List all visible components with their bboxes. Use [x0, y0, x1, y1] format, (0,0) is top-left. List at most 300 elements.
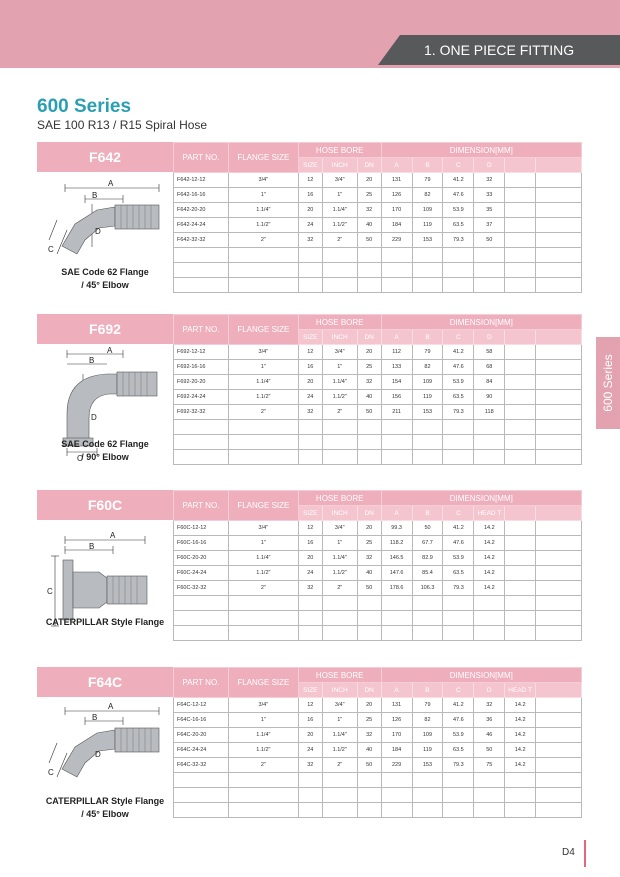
table-cell: 63.5 [443, 743, 474, 758]
table-cell: 3/4" [322, 521, 357, 536]
table-cell [536, 773, 582, 788]
table-cell [505, 375, 536, 390]
empty-table-row [174, 278, 582, 293]
empty-table-row [174, 803, 582, 818]
part-number-cell: F60C-32-32 [174, 581, 229, 596]
dim-a-header: A [381, 683, 412, 698]
table-cell: 3/4" [322, 345, 357, 360]
table-cell [505, 581, 536, 596]
part-no-header: PART NO. [174, 143, 229, 173]
part-number-cell: F60C-16-16 [174, 536, 229, 551]
table-cell [505, 450, 536, 465]
footer-rule [584, 840, 586, 867]
table-cell: 14.2 [505, 758, 536, 773]
table-cell: 1.1/4" [228, 551, 298, 566]
table-cell: 41.2 [443, 521, 474, 536]
table-cell: 1.1/4" [322, 203, 357, 218]
table-cell [322, 435, 357, 450]
empty-table-row [174, 611, 582, 626]
table-cell [505, 596, 536, 611]
table-cell [357, 450, 381, 465]
table-cell: 14.2 [474, 536, 505, 551]
table-cell: 184 [381, 218, 412, 233]
table-cell: 25 [357, 536, 381, 551]
table-cell [412, 626, 443, 641]
side-tab[interactable] [596, 337, 620, 429]
table-cell: 153 [412, 758, 443, 773]
spec-rows [174, 173, 582, 293]
table-cell: 1.1/2" [322, 566, 357, 581]
table-cell [322, 420, 357, 435]
spec-rows [174, 345, 582, 465]
table-cell: 1.1/4" [322, 551, 357, 566]
table-cell: 16 [298, 713, 322, 728]
table-cell [298, 435, 322, 450]
dim-label-c: C [47, 587, 53, 596]
table-cell [412, 773, 443, 788]
table-cell: 50 [357, 233, 381, 248]
table-cell: 35 [474, 203, 505, 218]
table-cell [228, 248, 298, 263]
table-cell [536, 611, 582, 626]
inch-header: INCH [322, 330, 357, 345]
table-cell: 90 [474, 390, 505, 405]
part-number-cell: F64C-24-24 [174, 743, 229, 758]
table-cell: 79.3 [443, 233, 474, 248]
size-header: SIZE [298, 158, 322, 173]
table-cell [228, 626, 298, 641]
part-number-cell [174, 626, 229, 641]
dim-d-header: D [474, 158, 505, 173]
part-code: F692 [89, 321, 121, 337]
dim-c-header: C [443, 158, 474, 173]
table-cell [536, 248, 582, 263]
table-cell: 16 [298, 536, 322, 551]
chapter-label: 1. ONE PIECE FITTING [424, 42, 575, 58]
dim-a-header: A [381, 506, 412, 521]
hose-bore-header: HOSE BORE [298, 315, 381, 330]
table-cell [474, 773, 505, 788]
table-cell [381, 788, 412, 803]
part-number-cell: F642-32-32 [174, 233, 229, 248]
table-cell [228, 420, 298, 435]
table-cell [505, 626, 536, 641]
part-number-cell [174, 450, 229, 465]
table-cell [474, 248, 505, 263]
size-header: SIZE [298, 330, 322, 345]
table-cell [228, 803, 298, 818]
dim-d-header: D [474, 683, 505, 698]
table-cell [536, 698, 582, 713]
table-cell: 53.9 [443, 728, 474, 743]
table-cell: 3/4" [228, 698, 298, 713]
part-number-cell: F692-16-16 [174, 360, 229, 375]
empty-table-row [174, 248, 582, 263]
part-number-cell: F64C-32-32 [174, 758, 229, 773]
table-cell [536, 218, 582, 233]
table-cell [357, 248, 381, 263]
table-cell [322, 596, 357, 611]
table-cell: 32 [298, 233, 322, 248]
dn-header: DN [357, 506, 381, 521]
table-cell: 79 [412, 173, 443, 188]
table-cell: 170 [381, 728, 412, 743]
table-cell: 2" [322, 405, 357, 420]
table-cell: 2" [228, 405, 298, 420]
table-cell [474, 596, 505, 611]
table-cell: 1.1/4" [322, 728, 357, 743]
table-cell: 46 [474, 728, 505, 743]
table-cell [412, 788, 443, 803]
caption-line-1: SAE Code 62 Flange [61, 267, 149, 277]
hose-bore-header: HOSE BORE [298, 668, 381, 683]
caption-line-1: SAE Code 62 Flange [61, 439, 149, 449]
table-cell: 33 [474, 188, 505, 203]
table-cell: 153 [412, 233, 443, 248]
table-cell [322, 248, 357, 263]
part-no-header: PART NO. [174, 491, 229, 521]
part-number-cell: F692-32-32 [174, 405, 229, 420]
part-code: F64C [87, 674, 123, 690]
table-cell [536, 521, 582, 536]
table-cell [505, 420, 536, 435]
caption-line-1: CATERPILLAR Style Flange [45, 617, 165, 627]
table-cell [298, 263, 322, 278]
table-cell [381, 278, 412, 293]
table-cell: 82 [412, 713, 443, 728]
table-cell [412, 803, 443, 818]
part-number-cell [174, 420, 229, 435]
inch-header: INCH [322, 158, 357, 173]
dim-c-header: C [443, 330, 474, 345]
table-cell [322, 611, 357, 626]
table-cell: 1.1/4" [322, 375, 357, 390]
table-cell [412, 248, 443, 263]
table-cell: 184 [381, 743, 412, 758]
spec-rows [174, 521, 582, 641]
part-number-cell: F692-20-20 [174, 375, 229, 390]
dim-a-header: A [381, 330, 412, 345]
table-cell: 79.3 [443, 581, 474, 596]
table-cell: 14.2 [505, 728, 536, 743]
caption-line-1: CATERPILLAR Style Flange [45, 796, 165, 806]
table-cell [412, 263, 443, 278]
table-row [174, 581, 582, 596]
table-cell: 63.5 [443, 218, 474, 233]
table-cell [228, 263, 298, 278]
table-cell: 1.1/2" [228, 390, 298, 405]
table-row [174, 758, 582, 773]
table-cell: 12 [298, 173, 322, 188]
table-cell: 20 [298, 551, 322, 566]
empty-table-row [174, 788, 582, 803]
table-cell [536, 375, 582, 390]
table-cell: 40 [357, 743, 381, 758]
table-cell: 2" [228, 233, 298, 248]
part-no-header: PART NO. [174, 315, 229, 345]
table-cell: 37 [474, 218, 505, 233]
table-cell: 1.1/4" [228, 203, 298, 218]
table-cell [474, 435, 505, 450]
table-cell: 24 [298, 566, 322, 581]
table-cell: 20 [357, 345, 381, 360]
table-row [174, 536, 582, 551]
table-cell [357, 773, 381, 788]
table-cell: 1" [322, 360, 357, 375]
table-cell [228, 278, 298, 293]
table-cell: 1.1/2" [322, 743, 357, 758]
table-cell [228, 435, 298, 450]
table-cell [322, 626, 357, 641]
table-cell: 79.3 [443, 405, 474, 420]
table-cell [412, 611, 443, 626]
table-cell [474, 788, 505, 803]
table-row [174, 698, 582, 713]
table-cell: 1.1/2" [228, 218, 298, 233]
table-cell [505, 173, 536, 188]
table-cell [298, 278, 322, 293]
table-cell: 109 [412, 375, 443, 390]
dn-header: DN [357, 330, 381, 345]
table-cell: 1" [228, 713, 298, 728]
table-cell: 47.6 [443, 713, 474, 728]
dim-b-header: B [412, 506, 443, 521]
part-number-cell: F692-12-12 [174, 345, 229, 360]
spec-table [173, 314, 582, 465]
spec-table [173, 667, 582, 818]
table-cell [505, 233, 536, 248]
table-cell [536, 278, 582, 293]
table-row [174, 743, 582, 758]
table-cell [505, 788, 536, 803]
dim-label-a: A [108, 179, 114, 188]
table-cell: 40 [357, 566, 381, 581]
empty-table-row [174, 626, 582, 641]
flange-size-header: FLANGE SIZE [228, 315, 298, 345]
table-cell: 47.6 [443, 536, 474, 551]
table-cell: 131 [381, 698, 412, 713]
flange-size-header: FLANGE SIZE [228, 668, 298, 698]
table-cell: 109 [412, 203, 443, 218]
dn-header: DN [357, 683, 381, 698]
table-cell: 58 [474, 345, 505, 360]
table-cell: 16 [298, 360, 322, 375]
table-row [174, 233, 582, 248]
part-number-cell: F60C-20-20 [174, 551, 229, 566]
part-number-cell: F64C-16-16 [174, 713, 229, 728]
dn-header: DN [357, 158, 381, 173]
table-cell [228, 450, 298, 465]
dim-blank-header [536, 330, 582, 345]
table-cell [298, 596, 322, 611]
spec-table [173, 490, 582, 641]
table-cell: 41.2 [443, 173, 474, 188]
spec-rows [174, 698, 582, 818]
table-cell: 119 [412, 743, 443, 758]
table-cell [381, 248, 412, 263]
table-cell: 126 [381, 188, 412, 203]
table-row [174, 345, 582, 360]
dim-blank-header [536, 158, 582, 173]
table-cell [505, 188, 536, 203]
table-row [174, 360, 582, 375]
part-number-cell: F64C-20-20 [174, 728, 229, 743]
table-cell: 75 [474, 758, 505, 773]
table-cell: 50 [412, 521, 443, 536]
table-row [174, 218, 582, 233]
part-number-cell [174, 611, 229, 626]
table-cell: 25 [357, 713, 381, 728]
table-cell: 40 [357, 390, 381, 405]
table-cell: 14.2 [505, 743, 536, 758]
caption-line-2: / 90° Elbow [81, 452, 129, 462]
table-cell: 32 [474, 698, 505, 713]
table-cell: 47.6 [443, 188, 474, 203]
hose-bore-header: HOSE BORE [298, 491, 381, 506]
table-cell [536, 536, 582, 551]
dim-b-header: B [412, 330, 443, 345]
page-number: D4 [562, 847, 575, 858]
table-cell [298, 773, 322, 788]
table-cell [443, 596, 474, 611]
table-row [174, 713, 582, 728]
table-cell [536, 803, 582, 818]
table-cell: 20 [357, 173, 381, 188]
table-cell: 118 [474, 405, 505, 420]
table-cell [322, 788, 357, 803]
table-cell [505, 390, 536, 405]
table-cell [505, 611, 536, 626]
table-cell: 99.3 [381, 521, 412, 536]
table-cell [536, 728, 582, 743]
table-row [174, 566, 582, 581]
table-cell: 47.6 [443, 360, 474, 375]
table-cell [412, 450, 443, 465]
table-row [174, 405, 582, 420]
table-cell [536, 788, 582, 803]
table-cell: 178.6 [381, 581, 412, 596]
table-cell: 211 [381, 405, 412, 420]
table-cell: 133 [381, 360, 412, 375]
table-row [174, 521, 582, 536]
table-cell [536, 713, 582, 728]
table-cell: 41.2 [443, 345, 474, 360]
table-cell: 24 [298, 218, 322, 233]
table-cell: 2" [322, 758, 357, 773]
table-cell: 3/4" [228, 345, 298, 360]
table-cell [381, 773, 412, 788]
table-cell: 82 [412, 360, 443, 375]
dim-label-a: A [110, 531, 116, 540]
table-cell: 14.2 [474, 581, 505, 596]
table-cell [298, 803, 322, 818]
table-cell [381, 611, 412, 626]
table-cell: 85.4 [412, 566, 443, 581]
table-cell [443, 611, 474, 626]
table-cell: 126 [381, 713, 412, 728]
table-cell [381, 263, 412, 278]
table-cell [474, 450, 505, 465]
table-cell [536, 566, 582, 581]
dimension-header: DIMENSION[MM] [381, 491, 581, 506]
part-number-cell [174, 788, 229, 803]
table-cell [536, 345, 582, 360]
table-cell: 32 [298, 405, 322, 420]
dim-label-a: A [108, 702, 114, 711]
table-cell [381, 596, 412, 611]
empty-table-row [174, 420, 582, 435]
table-cell [536, 420, 582, 435]
dim-label-d: D [91, 413, 97, 422]
fitting-caption [37, 795, 173, 821]
table-cell: 50 [357, 581, 381, 596]
table-row [174, 173, 582, 188]
table-cell [322, 263, 357, 278]
table-cell: 14.2 [505, 698, 536, 713]
head-t-header: HEAD T [505, 683, 536, 698]
fitting-caption [37, 266, 173, 292]
dim-blank-header [505, 158, 536, 173]
table-cell [505, 803, 536, 818]
table-cell: 82.9 [412, 551, 443, 566]
part-number-cell: F642-20-20 [174, 203, 229, 218]
table-cell [536, 263, 582, 278]
table-cell: 63.5 [443, 390, 474, 405]
table-cell [536, 188, 582, 203]
table-cell: 3/4" [228, 521, 298, 536]
table-row [174, 390, 582, 405]
table-cell [228, 596, 298, 611]
table-cell [505, 248, 536, 263]
table-cell: 1" [228, 188, 298, 203]
table-cell [474, 278, 505, 293]
chapter-title [378, 35, 620, 65]
table-cell [505, 435, 536, 450]
dimension-header: DIMENSION[MM] [381, 668, 581, 683]
dim-label-b: B [92, 713, 98, 722]
table-cell: 1.1/2" [322, 218, 357, 233]
head-t-header: HEAD T [474, 506, 505, 521]
hose-bore-header: HOSE BORE [298, 143, 381, 158]
flange-size-header: FLANGE SIZE [228, 143, 298, 173]
flange-size-header: FLANGE SIZE [228, 491, 298, 521]
table-cell: 170 [381, 203, 412, 218]
table-cell [443, 788, 474, 803]
inch-header: INCH [322, 506, 357, 521]
table-cell: 16 [298, 188, 322, 203]
table-cell [357, 596, 381, 611]
table-cell: 50 [474, 743, 505, 758]
table-cell: 146.5 [381, 551, 412, 566]
table-cell: 50 [474, 233, 505, 248]
table-cell: 67.7 [412, 536, 443, 551]
table-cell: 53.9 [443, 551, 474, 566]
table-cell [412, 435, 443, 450]
table-cell [381, 626, 412, 641]
table-cell: 84 [474, 375, 505, 390]
table-cell [357, 263, 381, 278]
table-cell: 229 [381, 758, 412, 773]
table-cell [443, 420, 474, 435]
table-cell [381, 435, 412, 450]
table-cell [474, 626, 505, 641]
part-number-cell [174, 803, 229, 818]
dim-label-c: C [77, 454, 83, 463]
table-cell: 32 [298, 758, 322, 773]
part-number-cell: F692-24-24 [174, 390, 229, 405]
table-cell: 32 [474, 173, 505, 188]
table-cell [357, 788, 381, 803]
